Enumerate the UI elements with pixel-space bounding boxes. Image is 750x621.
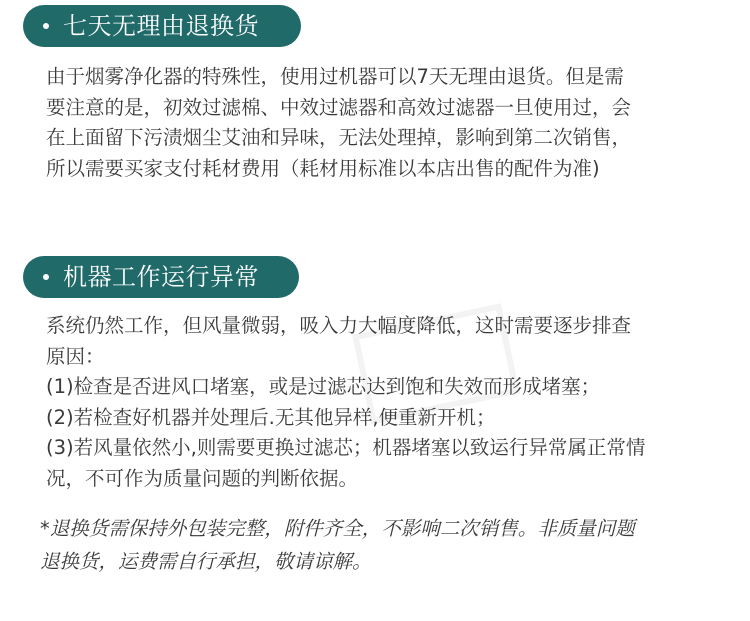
paragraph-line: 所以需要买家支付耗材费用（耗材用标准以本店出售的配件为准) [46, 156, 600, 180]
section-header-return-policy [23, 5, 301, 47]
bullet-dot-icon [43, 23, 49, 29]
paragraph-line: (3)若风量依然小,则需要更换过滤芯；机器堵塞以致运行异常属正常情 [46, 436, 646, 459]
paragraph-line: 原因： [46, 344, 105, 368]
paragraph-line: 由于烟雾净化器的特殊性，使用过机器可以7天无理由退货。但是需 [46, 65, 624, 88]
return-policy-text [46, 62, 726, 184]
paragraph-line: (1)检查是否进风口堵塞，或是过滤芯达到饱和失效而形成堵塞； [46, 375, 601, 398]
footnote-line: *退换货需保持外包装完整，附件齐全，不影响二次销售。非质量问题 [40, 517, 635, 540]
section-title: 七天无理由退换货 [63, 12, 259, 40]
footnote [40, 512, 730, 578]
section-title: 机器工作运行异常 [63, 263, 259, 291]
paragraph-line: 在上面留下污渍烟尘艾油和异味，无法处理掉，影响到第二次销售， [46, 126, 632, 149]
footnote-line: 退换货，运费需自行承担，敬请谅解。 [40, 550, 372, 573]
paragraph-line: 要注意的是，初效过滤棉、中效过滤器和高效过滤器一旦使用过，会 [46, 95, 632, 119]
paragraph-line: 系统仍然工作，但风量微弱，吸入力大幅度降低，这时需要逐步排查 [46, 314, 632, 337]
paragraph-line: 况，不可作为质量问题的判断依据。 [46, 466, 359, 490]
paragraph-line: (2)若检查好机器并处理后.无其他异样,便重新开机； [46, 405, 496, 429]
bullet-dot-icon [43, 274, 49, 280]
section-header-malfunction [23, 256, 299, 298]
malfunction-text [46, 311, 726, 494]
